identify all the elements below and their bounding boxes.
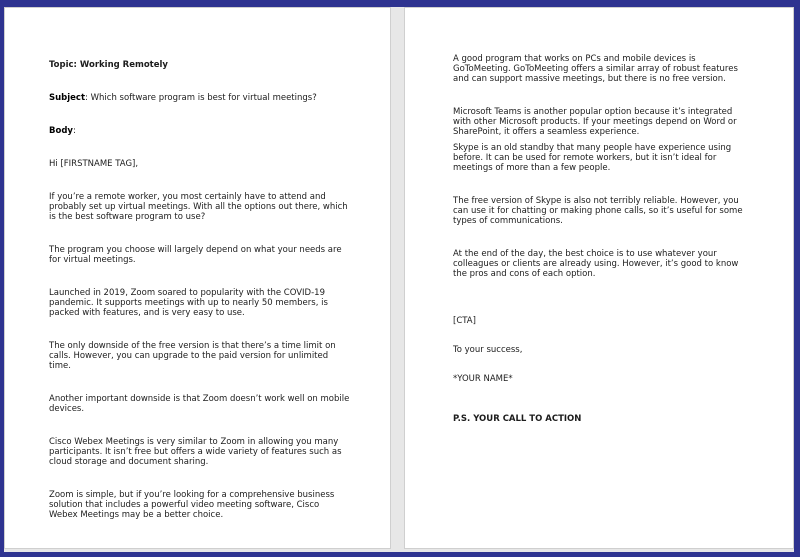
paragraph: Skype is an old standby that many people have experience using before. It can be used for remote workers, but it isn’t ideal for meetings of more than a few people. [453,143,732,173]
page-spread [4,7,794,549]
paragraph: Microsoft Teams is another popular option because it’s integrated with other Microsoft products. If your meetings depend on Word or SharePoint, it offers a seamless experience. [453,107,737,137]
body-line [49,126,350,136]
topic-heading: Topic: Working Remotely [49,60,168,70]
paragraph: At the end of the day, the best choice is to use whatever your colleagues or clients are already using. However, it’s good to know the pros and cons of each option. [453,249,739,279]
paragraph: Launched in 2019, Zoom soared to popularity with the COVID-19 pandemic. It supports meetings with up to nearly 50 members, is packed with features, and is very easy to use. [49,288,328,318]
signature-placeholder: *YOUR NAME* [453,374,513,384]
page-gutter [391,7,404,549]
signoff: To your success, [453,345,523,355]
body-label: Body [49,126,73,136]
paragraph: A good program that works on PCs and mobile devices is GoToMeeting. GoToMeeting offers a similar array of robust features and can support massive meetings, but there is no free version. [453,54,738,84]
page-1 [4,7,391,549]
subject-text: : Which software program is best for virtual meetings? [85,93,317,103]
paragraph: Zoom is simple, but if you’re looking for a comprehensive business solution that includes a powerful video meeting software, Cisco Webex Meetings may be a better choice. [49,490,335,520]
paragraph: Another important downside is that Zoom doesn’t work well on mobile devices. [49,394,350,414]
paragraph: The program you choose will largely depend on what your needs are for virtual meetings. [49,245,342,265]
paragraph: The only downside of the free version is that there’s a time limit on calls. However, you can upgrade to the paid version for unlimited time. [49,341,336,371]
body-colon: : [72,126,76,136]
ps-line: P.S. YOUR CALL TO ACTION [453,414,582,424]
cta-placeholder: [CTA] [453,316,476,326]
greeting: Hi [FIRSTNAME TAG], [49,159,139,169]
subject-label: Subject [49,93,86,103]
subject-line [49,93,350,103]
paragraph: The free version of Skype is also not terribly reliable. However, you can use it for chatting or making phone calls, so it’s useful for some types of communications. [453,196,743,226]
page-2 [404,7,794,549]
paragraph: If you’re a remote worker, you most certainly have to attend and probably set up virtual meetings. With all the options out there, which is the best software program to use? [49,192,348,222]
paragraph: Cisco Webex Meetings is very similar to Zoom in allowing you many participants. It isn’t free but offers a wide variety of features such as cloud storage and document sharing. [49,437,342,467]
